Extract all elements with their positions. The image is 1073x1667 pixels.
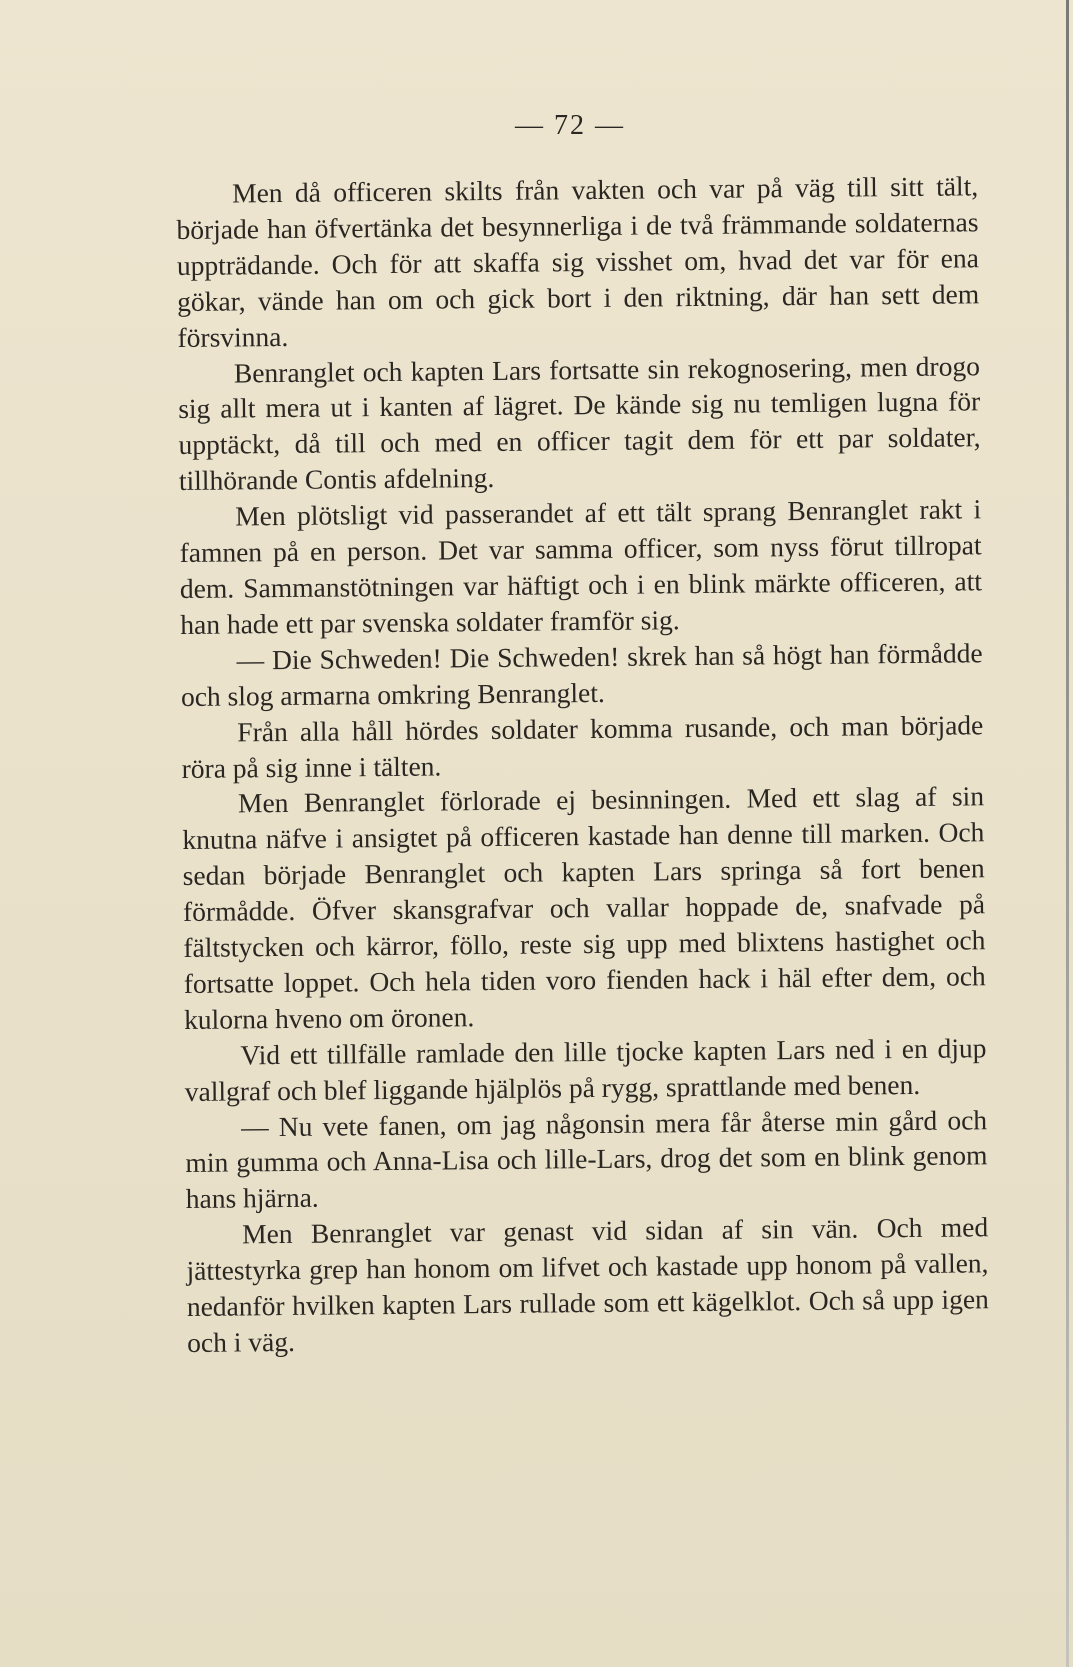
paragraph: Men Benranglet förlorade ej besinningen. Med ett slag af sin knutna näfve i ansigtet på officeren kastade han denne till marken. Och sedan började Benranglet och kapten Lars springa så fort benen förmådde. Öfver skansgrafvar och vallar hoppade de, snafvade på fältstycken och kärror, föllo, reste sig upp med blixtens hastighet och fortsatte loppet. Och hela tiden voro fienden hack i häl efter dem, och kulorna hveno om öronen. [182,780,986,1035]
paragraph: Från alla håll hördes soldater komma rusande, och man började röra på sig inne i tälten. [181,708,984,784]
paragraph: Vid ett tillfälle ramlade den lille tjocke kapten Lars ned i en djup vallgraf och blef liggande hjälplös på rygg, sprattlande med benen. [184,1032,987,1107]
paragraph: — Die Schweden! Die Schweden! skrek han så högt han förmådde och slog armarna omkring Benranglet. [180,637,983,712]
body-text [176,168,989,1361]
paragraph: Benranglet och kapten Lars fortsatte sin rekognosering, men drogo sig allt mera ut i kanten af lägret. De kände sig nu temligen lugna för upptäckt, då till och med en officer tagit dem för ett par soldater, tillhörande Contis afdelning. [178,349,981,497]
paragraph: — Nu vete fanen, om jag någonsin mera får återse min gård och min gumma och Anna-Lisa och lille-Lars, drog det som en blink genom hans hjärna. [185,1103,988,1215]
paragraph: Men då officeren skilts från vakten och var på väg till sitt tält, började han öfvertänka det besynnerliga i de två främmande soldaternas uppträdande. Och för att skaffa sig visshet om, hvad det var för ena gökar, vände han om och gick bort i den riktning, där han sett dem försvinna. [176,170,980,353]
paragraph: Men Benranglet var genast vid sidan af sin vän. Och med jättestyrka grep han honom om lifvet och kastade upp honom på vallen, nedanför hvilken kapten Lars rullade som ett kägelklot. Och så upp igen och i väg. [186,1211,989,1358]
page-edge-line [1066,0,1069,1667]
page-number: — 72 — [515,110,625,141]
paragraph: Men plötsligt vid passerandet af ett tält sprang Benranglet rakt i famnen på en person. Det var samma officer, som nyss förut tillropat dem. Sammanstötningen var häftigt och i en blink märkte officeren, att han hade ett par svenska soldater framför sig. [179,493,983,640]
